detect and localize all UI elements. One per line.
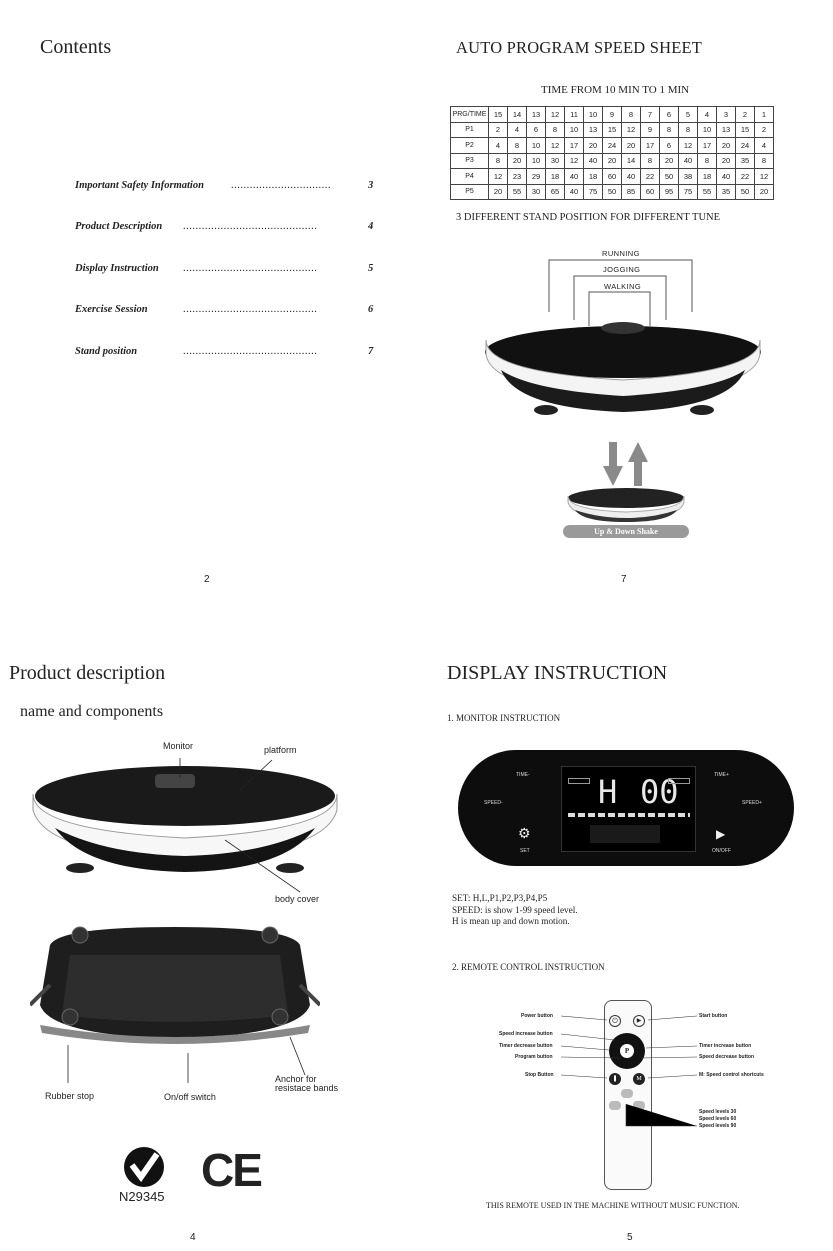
monitor-label: Monitor [163, 741, 194, 751]
table-cell: 13 [717, 122, 736, 138]
table-header-cell: 15 [489, 107, 508, 123]
remote-callout-lines [411, 1000, 833, 1140]
auto-program-page [416, 0, 833, 620]
table-cell: 50 [660, 169, 679, 185]
table-cell: 40 [584, 153, 603, 169]
remote-label-left: Timer decrease button [499, 1043, 553, 1049]
callout-lines [0, 740, 411, 900]
table-cell: 30 [546, 153, 565, 169]
onoff-switch-label: On/off switch [164, 1092, 216, 1102]
remote-label-left: Power button [521, 1013, 553, 1019]
table-cell: 4 [489, 138, 508, 154]
table-cell: 8 [546, 122, 565, 138]
time-minus-button[interactable]: TIME- [516, 772, 530, 778]
table-cell: 20 [717, 153, 736, 169]
stop-icon[interactable]: ❚ [609, 1073, 621, 1085]
table-cell: 24 [736, 138, 755, 154]
toc-dots: ................................ [231, 180, 331, 191]
table-cell: P3 [451, 153, 489, 169]
table-cell: 20 [755, 184, 774, 200]
table-cell: 8 [508, 138, 527, 154]
table-header-cell: 12 [546, 107, 565, 123]
table-cell: P2 [451, 138, 489, 154]
speed-table [450, 106, 774, 200]
table-cell: 17 [641, 138, 660, 154]
table-cell: 12 [622, 122, 641, 138]
table-cell: 2 [755, 122, 774, 138]
table-header-cell: 8 [622, 107, 641, 123]
readout-value: 00 [640, 773, 679, 811]
table-cell: 95 [660, 184, 679, 200]
rubber-stop-label: Rubber stop [45, 1091, 95, 1101]
ce-mark: CE [201, 1144, 261, 1196]
readout-mode: H [598, 773, 618, 811]
page-title: Contents [40, 36, 112, 58]
shake-label-badge: Up & Down Shake [563, 525, 689, 538]
set-line: SPEED: is show 1-99 speed level. [452, 904, 578, 915]
toc-label: Important Safety Information [75, 180, 204, 191]
lcd-screen [561, 766, 696, 852]
toc-page: 4 [368, 221, 374, 232]
table-header-cell: 11 [565, 107, 584, 123]
toc-label: Stand position [75, 346, 138, 357]
table-cell: 18 [546, 169, 565, 185]
certification-code: N29345 [119, 1189, 165, 1204]
product-description-page [0, 640, 411, 1251]
page-title: AUTO PROGRAM SPEED SHEET [456, 38, 703, 57]
remote-footer-note: THIS REMOTE USED IN THE MACHINE WITHOUT MUSIC FUNCTION. [486, 1201, 740, 1210]
toc-dots: ........................................... [183, 263, 318, 274]
table-cell: 60 [603, 169, 622, 185]
up-down-arrows-icon [601, 440, 651, 488]
remote-section-title: 2. REMOTE CONTROL INSTRUCTION [452, 962, 605, 972]
page-number: 2 [204, 574, 210, 585]
platform-label: platform [264, 745, 297, 755]
page-title: DISPLAY INSTRUCTION [447, 662, 668, 684]
remote-label-left: Stop Button [525, 1072, 554, 1078]
table-header-cell: 6 [660, 107, 679, 123]
toc-dots: ........................................... [183, 346, 318, 357]
time-plus-button[interactable]: TIME+ [714, 772, 729, 778]
table-cell: 15 [736, 122, 755, 138]
table-cell: 4 [755, 138, 774, 154]
table-cell: P5 [451, 184, 489, 200]
program-icon[interactable]: P [620, 1044, 634, 1058]
table-cell: 40 [679, 153, 698, 169]
toc-page: 3 [368, 180, 374, 191]
table-cell: 55 [508, 184, 527, 200]
page-number: 5 [627, 1232, 633, 1243]
table-cell: 40 [565, 169, 584, 185]
m-shortcut-icon[interactable]: M [633, 1073, 645, 1085]
table-cell: 30 [527, 184, 546, 200]
table-row [451, 138, 774, 154]
toc-label: Product Description [75, 221, 163, 232]
position-walking-label: WALKING [604, 282, 642, 291]
rcm-certification-icon [120, 1145, 170, 1189]
vibration-plate-small-icon [563, 484, 689, 524]
table-cell: 12 [755, 169, 774, 185]
table-row [451, 169, 774, 185]
page-number: 4 [190, 1232, 196, 1243]
position-jogging-label: JOGGING [603, 265, 641, 274]
table-cell: 20 [603, 153, 622, 169]
remote-label-right: Start button [699, 1013, 728, 1019]
page-title: Product description [9, 662, 166, 684]
table-cell: 50 [736, 184, 755, 200]
speed-level-label: Speed levels 30 [699, 1109, 737, 1115]
toc-page: 5 [368, 263, 374, 274]
position-running-label: RUNNING [602, 249, 640, 258]
speed-indicator [668, 778, 690, 784]
table-header-cell: 3 [717, 107, 736, 123]
set-instructions [452, 893, 578, 928]
table-cell: 10 [698, 122, 717, 138]
table-cell: 20 [622, 138, 641, 154]
table-cell: 8 [698, 153, 717, 169]
table-cell: 12 [546, 138, 565, 154]
set-button-label: SET [520, 848, 530, 854]
table-cell: 15 [603, 122, 622, 138]
table-cell: 40 [622, 169, 641, 185]
table-cell: 18 [584, 169, 603, 185]
speed-level-bar [568, 813, 690, 817]
table-header-cell: 5 [679, 107, 698, 123]
table-header-cell: 14 [508, 107, 527, 123]
table-cell: 6 [660, 138, 679, 154]
remote-label-right: Speed decrease button [699, 1054, 755, 1060]
table-cell: 38 [679, 169, 698, 185]
table-header-cell: 10 [584, 107, 603, 123]
table-cell: 10 [527, 138, 546, 154]
set-line: SET: H,L,P1,P2,P3,P4,P5 [452, 893, 548, 903]
page-subtitle: name and components [20, 703, 164, 720]
table-cell: 40 [565, 184, 584, 200]
speed-level-label: Speed levels 90 [699, 1123, 737, 1129]
table-cell: 35 [717, 184, 736, 200]
body-cover-label: body cover [275, 894, 320, 904]
set-line: H is mean up and down motion. [452, 916, 570, 926]
toc-label: Exercise Session [75, 304, 148, 315]
table-cell: 55 [698, 184, 717, 200]
table-row [451, 184, 774, 200]
table-cell: 50 [603, 184, 622, 200]
table-header-cell: 9 [603, 107, 622, 123]
table-header-cell: 1 [755, 107, 774, 123]
gear-icon[interactable]: ⚙ [518, 827, 531, 842]
table-cell: 8 [679, 122, 698, 138]
table-cell: 23 [508, 169, 527, 185]
table-row [451, 122, 774, 138]
display-instruction-page [411, 640, 833, 1251]
lcd-lower-segment [590, 825, 660, 843]
table-cell: 29 [527, 169, 546, 185]
time-indicator [568, 778, 590, 784]
table-cell: 18 [698, 169, 717, 185]
table-cell: 8 [489, 153, 508, 169]
callout-lines-bottom [0, 1035, 411, 1095]
table-cell: 10 [565, 122, 584, 138]
contents-page [0, 0, 416, 620]
table-cell: P4 [451, 169, 489, 185]
stand-position-title: 3 DIFFERENT STAND POSITION FOR DIFFERENT TUNE [456, 212, 721, 223]
product-bottom-image [30, 925, 320, 1045]
table-cell: 12 [565, 153, 584, 169]
power-icon[interactable]: ⏻ [609, 1015, 621, 1027]
onoff-button-label: ON/OFF [712, 848, 731, 854]
table-header-cell: PRG/TIME [451, 107, 489, 123]
toc-dots: ........................................... [183, 304, 318, 315]
table-header-cell: 7 [641, 107, 660, 123]
table-cell: 4 [508, 122, 527, 138]
toc-page: 7 [368, 346, 374, 357]
table-cell: P1 [451, 122, 489, 138]
page-number: 7 [621, 574, 627, 585]
table-cell: 8 [660, 122, 679, 138]
remote-label-left: Program button [515, 1054, 553, 1060]
table-cell: 9 [641, 122, 660, 138]
table-header-cell: 4 [698, 107, 717, 123]
play-pause-icon[interactable]: ▶ [716, 827, 726, 841]
remote-label-right: Timer increase button [699, 1043, 752, 1049]
speed-minus-button[interactable]: SPEED- [484, 800, 503, 806]
table-cell: 20 [489, 184, 508, 200]
toc-dots: ........................................... [183, 221, 318, 232]
anchor-label: Anchor for resistace bands [275, 1074, 339, 1093]
table-cell: 13 [584, 122, 603, 138]
table-cell: 40 [717, 169, 736, 185]
table-cell: 20 [584, 138, 603, 154]
table-cell: 6 [527, 122, 546, 138]
monitor-section-title: 1. MONITOR INSTRUCTION [447, 713, 561, 723]
table-cell: 8 [641, 153, 660, 169]
table-cell: 20 [508, 153, 527, 169]
toc-label: Display Instruction [75, 263, 159, 274]
table-cell: 20 [717, 138, 736, 154]
table-cell: 35 [736, 153, 755, 169]
table-cell: 75 [584, 184, 603, 200]
table-cell: 14 [622, 153, 641, 169]
speed-level-label: Speed levels 60 [699, 1116, 737, 1122]
table-cell: 65 [546, 184, 565, 200]
table-cell: 85 [622, 184, 641, 200]
speed-plus-button[interactable]: SPEED+ [742, 800, 762, 806]
table-header-cell: 2 [736, 107, 755, 123]
table-cell: 17 [565, 138, 584, 154]
table-cell: 24 [603, 138, 622, 154]
table-cell: 22 [641, 169, 660, 185]
start-icon[interactable]: ▶ [633, 1015, 645, 1027]
table-cell: 8 [755, 153, 774, 169]
table-cell: 17 [698, 138, 717, 154]
table-cell: 20 [660, 153, 679, 169]
remote-label-right: M: Speed control shortcuts [699, 1072, 764, 1078]
table-row [451, 153, 774, 169]
table-cell: 12 [489, 169, 508, 185]
table-cell: 75 [679, 184, 698, 200]
table-cell: 22 [736, 169, 755, 185]
table-cell: 12 [679, 138, 698, 154]
table-header-cell: 13 [527, 107, 546, 123]
table-cell: 2 [489, 122, 508, 138]
table-cell: 10 [527, 153, 546, 169]
table-title: TIME FROM 10 MIN TO 1 MIN [541, 84, 690, 96]
table-cell: 60 [641, 184, 660, 200]
monitor-panel [458, 750, 794, 866]
toc-page: 6 [368, 304, 374, 315]
remote-label-left: Speed increase button [499, 1031, 553, 1037]
table-header-row [451, 107, 774, 123]
